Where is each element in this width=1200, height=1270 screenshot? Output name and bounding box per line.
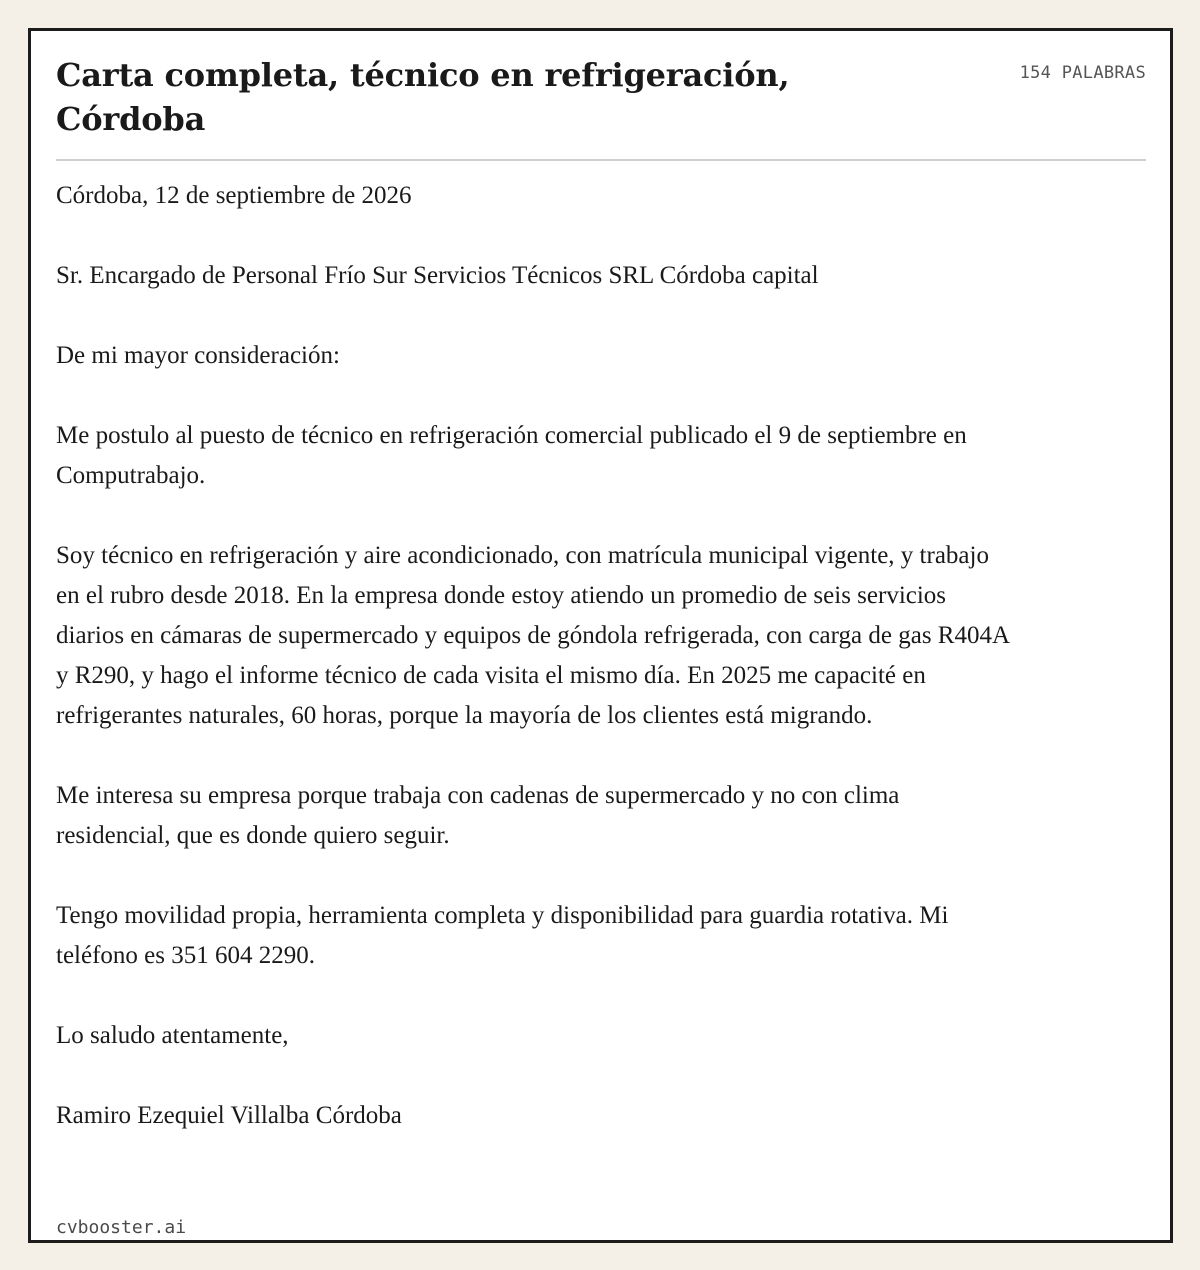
page-title: Carta completa, técnico en refrigeración, Córdoba [56,56,790,138]
letter-paragraph: Tengo movilidad propia, herramienta completa y disponibilidad para guardia rotativa. Mi teléfono es 351 604 2290. [56,902,949,969]
letter-paragraph: Soy técnico en refrigeración y aire acondicionado, con matrícula municipal vigente, y trabajo en el rubro desde 2018. En la empresa donde estoy atiendo un promedio de seis servicios diarios en cámaras de supermercado y equipos de góndola refrigerada, con carga de gas R404A y R290, y hago el informe técnico de cada visita el mismo día. En 2025 me capacité en refrigerantes naturales, 60 horas, porque la mayoría de los clientes está migrando. [56,542,1009,729]
word-count-badge: 154 PALABRAS [1019,63,1146,83]
letter-card [28,28,1173,1243]
letter-closing: Lo saludo atentamente, [56,1022,289,1049]
card-header [56,53,1146,163]
letter-signature: Ramiro Ezequiel Villalba Córdoba [56,1102,402,1129]
brand-footer: cvbooster.ai [56,1217,187,1238]
letter-date: Córdoba, 12 de septiembre de 2026 [56,182,412,209]
letter-body [56,176,1016,1136]
header-divider [56,159,1146,161]
letter-salutation: De mi mayor consideración: [56,342,340,369]
letter-recipient: Sr. Encargado de Personal Frío Sur Servicios Técnicos SRL Córdoba capital [56,262,819,289]
letter-paragraph: Me postulo al puesto de técnico en refrigeración comercial publicado el 9 de septiembre en Computrabajo. [56,422,967,489]
letter-paragraph: Me interesa su empresa porque trabaja con cadenas de supermercado y no con clima residencial, que es donde quiero seguir. [56,782,900,849]
